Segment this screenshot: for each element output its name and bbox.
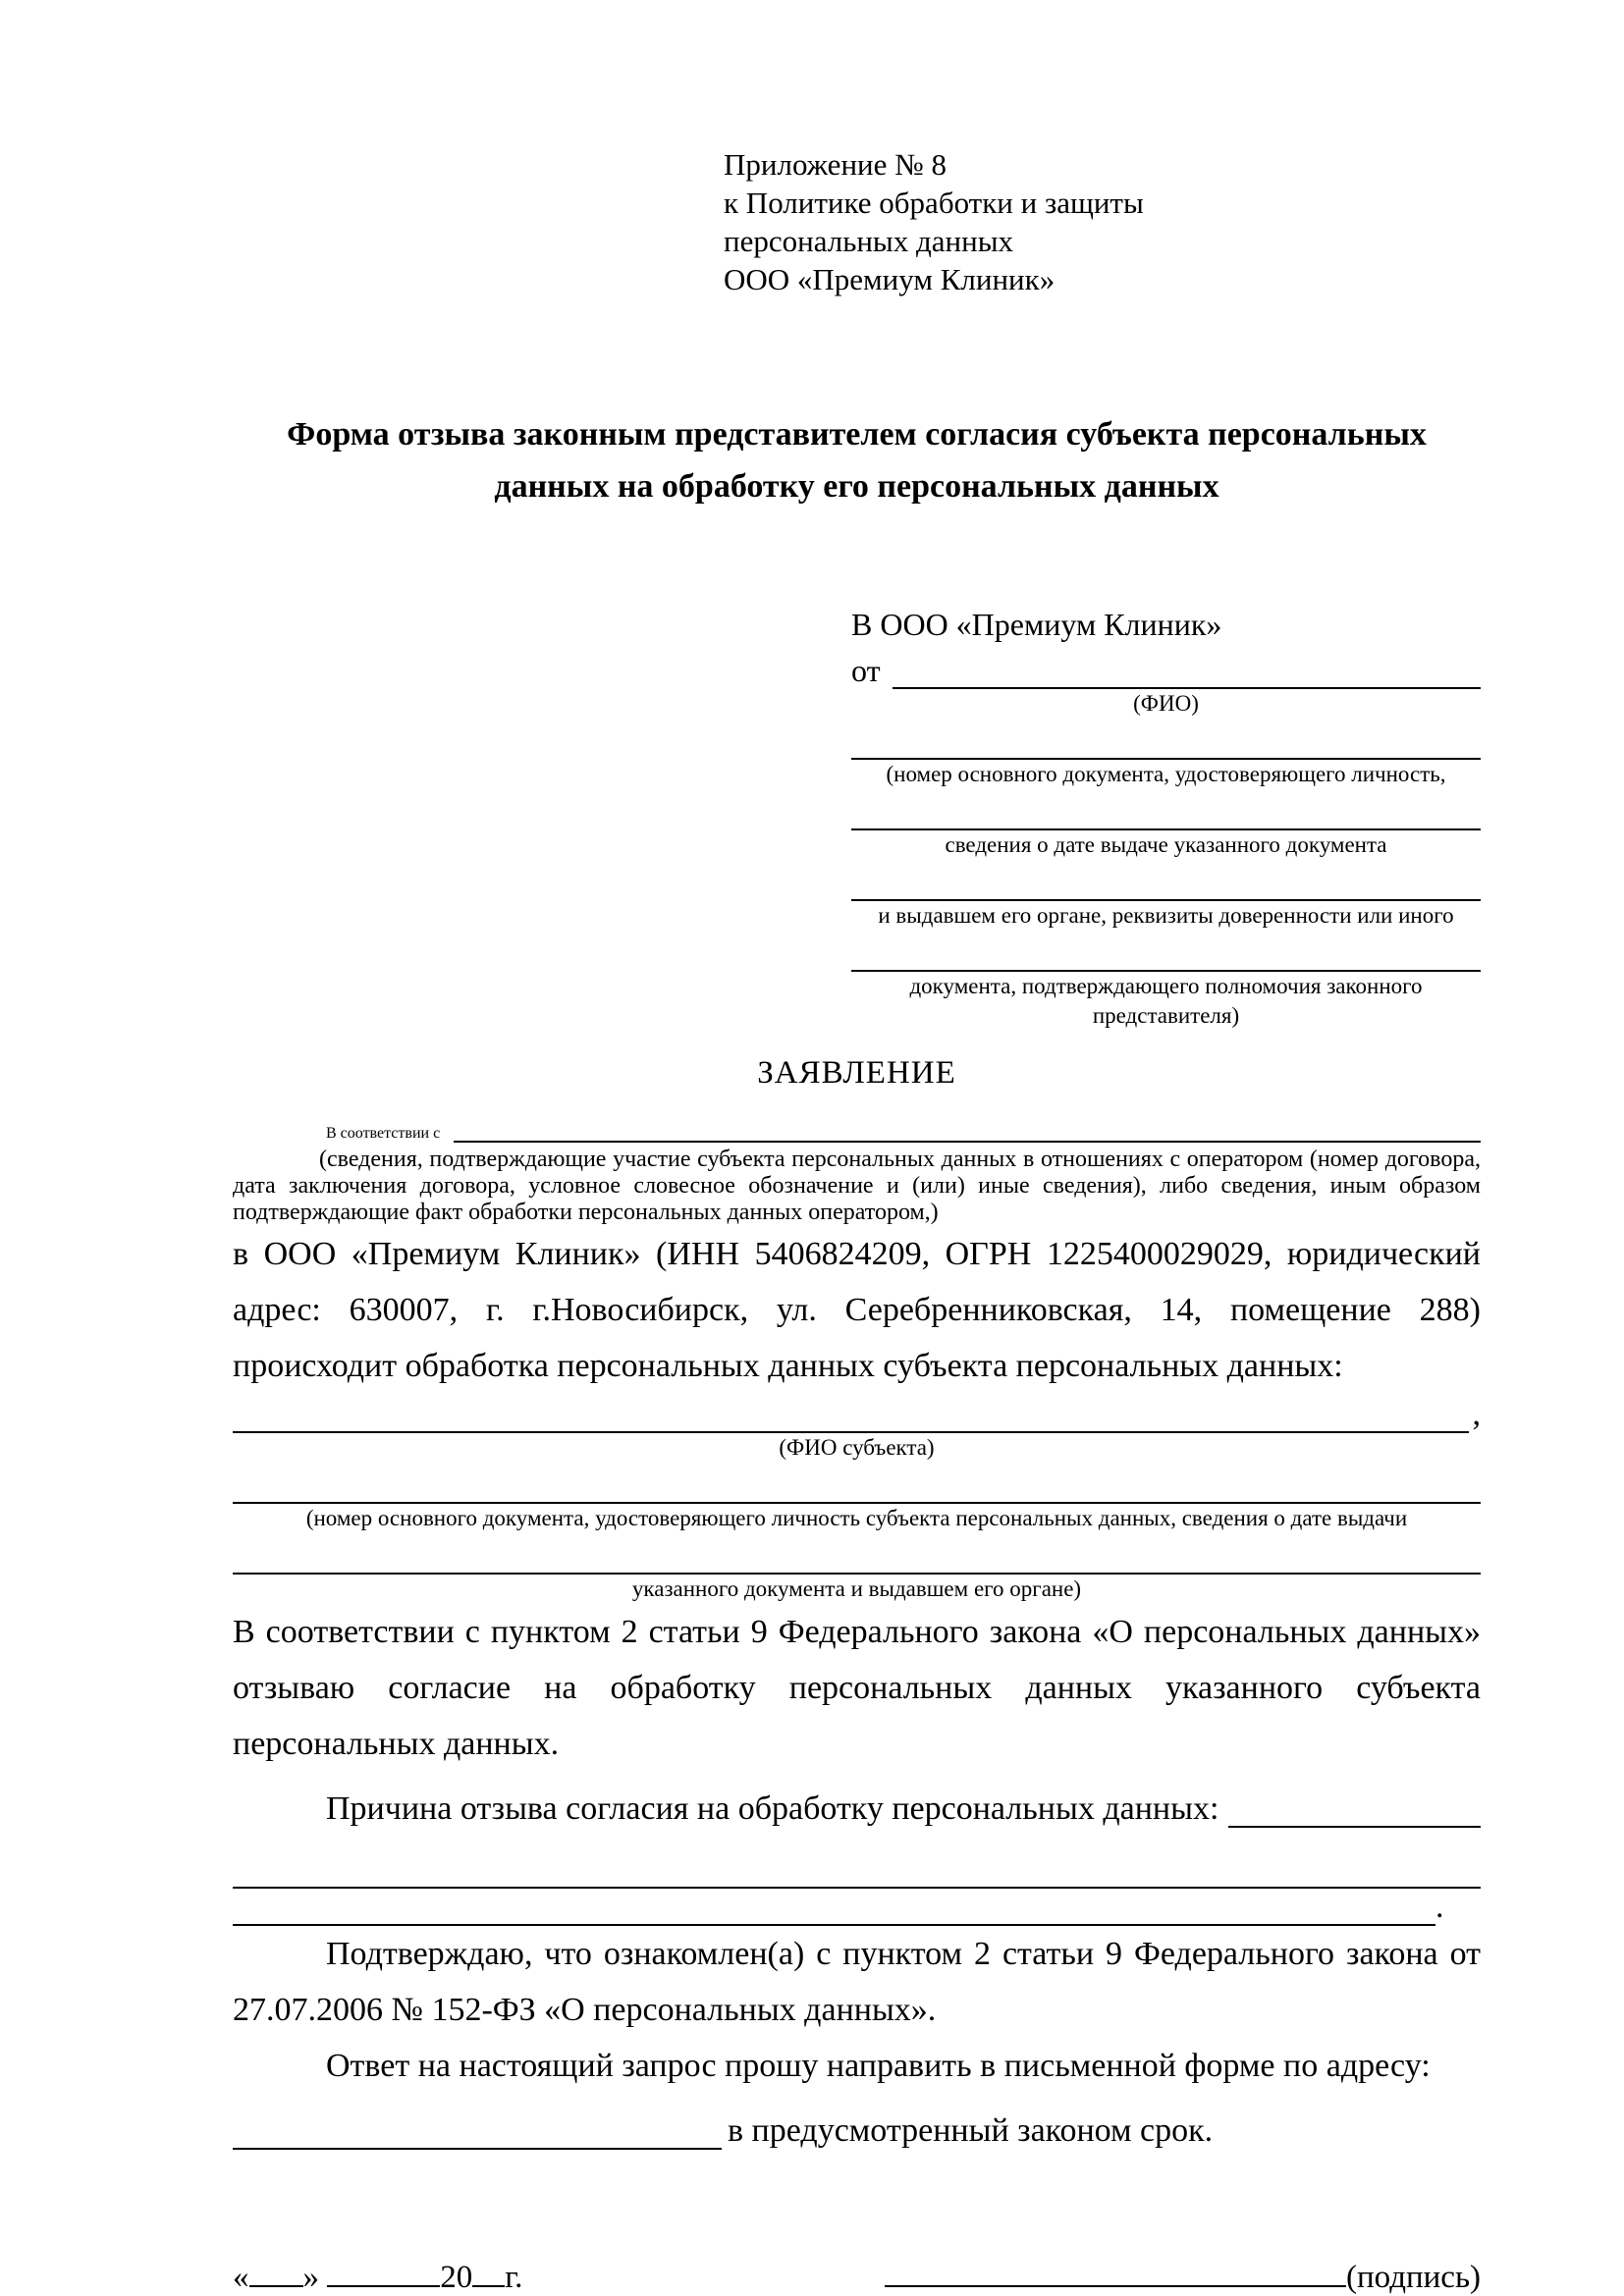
subject-document-caption: (номер основного документа, удостоверяющего личность субъекта персональных данных, сведения о дате выдачи (305, 1506, 1408, 1530)
reason-blank-line-3 (233, 1891, 1435, 1926)
document-number-caption: (номер основного документа, удостоверяющего личность, (886, 762, 1446, 786)
appendix-company: ООО «Премиум Клиник» (724, 262, 1056, 296)
date-year-suffix: г. (505, 2260, 523, 2295)
addressee-block (851, 603, 1481, 1031)
statement-heading: ЗАЯВЛЕНИЕ (757, 1055, 956, 1091)
subject-fio-caption: (ФИО субъекта) (779, 1435, 935, 1460)
reply-request-tail: в предусмотренный законом срок. (728, 2112, 1214, 2149)
issue-date-blank-line (851, 789, 1481, 830)
fio-caption: (ФИО) (1133, 691, 1199, 716)
reason-label: Причина отзыва согласия на обработку персональных данных: (326, 1790, 1219, 1827)
reason-row (233, 1772, 1481, 1828)
signature-caption: (подпись) (1346, 2260, 1481, 2295)
issuing-authority-blank-line (851, 860, 1481, 901)
subject-fio-suffix: , (1472, 1396, 1481, 1432)
signature-footer (233, 2256, 1481, 2296)
appendix-policy-line: к Политике обработки и защиты (724, 186, 1144, 220)
reason-blank-line (1228, 1792, 1481, 1828)
subject-fio-row (233, 1394, 1481, 1433)
authority-document-caption: документа, подтверждающего полномочия законного представителя) (909, 974, 1423, 1028)
date-year-prefix: 20 (440, 2260, 473, 2295)
issue-date-caption: сведения о дате выдаче указанного документа (945, 832, 1387, 857)
date-day-blank (249, 2256, 303, 2287)
document-title: Форма отзыва законным представителем согласия субъекта персональных данных на обработку его персональных данных (287, 416, 1427, 505)
subject-fio-blank-line (233, 1398, 1469, 1433)
addressee-from-label: от (851, 653, 881, 688)
date-month-blank (327, 2256, 440, 2287)
confirmation-paragraph: Подтверждаю, что ознакомлен(а) с пунктом 2 статьи 9 Федерального закона от 27.07.2006 № 152-ФЗ «О персональных данных». (233, 1936, 1481, 2028)
subject-authority-blank-line (233, 1533, 1481, 1575)
reason-blank-line-2 (233, 1849, 1481, 1889)
subject-authority-caption: указанного документа и выдавшем его органе) (631, 1576, 1082, 1601)
issuing-authority-caption: и выдавшем его органе, реквизиты доверенности или иного (878, 903, 1454, 928)
addressee-from-row (851, 646, 1481, 689)
date-open-quote: « (233, 2260, 249, 2295)
addressee-to: В ООО «Премиум Клиник» (851, 607, 1222, 642)
appendix-number: Приложение № 8 (724, 147, 947, 182)
intro-blank-line (454, 1107, 1481, 1143)
intro-row (233, 1097, 1481, 1143)
reply-address-row (233, 2094, 1481, 2150)
appendix-header (724, 145, 1481, 298)
date-year-blank (472, 2256, 505, 2287)
intro-note: (сведения, подтверждающие участие субъекта персональных данных в отношениях с оператором (номер договора, дата заключения договора, условное словесное обозначение и (или) иные сведения), либо сведения, иным образом подтверждающие факт обработки персональных данных оператором,) (233, 1147, 1481, 1225)
authority-document-blank-line (851, 931, 1481, 972)
document-number-blank-line (851, 719, 1481, 760)
signature-blank-line (885, 2256, 1346, 2287)
appendix-policy-line2: персональных данных (724, 224, 1014, 258)
date-line (233, 2256, 522, 2296)
withdrawal-paragraph: В соответствии с пунктом 2 статьи 9 Федерального закона «О персональных данных» отзываю согласие на обработку персональных данных указанного субъекта персональных данных. (233, 1614, 1481, 1762)
reply-request-paragraph: Ответ на настоящий запрос прошу направить в письменной форме по адресу: (326, 2048, 1431, 2084)
signature-line (885, 2256, 1481, 2296)
reason-line-suffix: . (1435, 1889, 1444, 1925)
intro-label: В соответствии с (326, 1125, 441, 1142)
date-close-quote: » (302, 2260, 319, 2295)
subject-document-blank-line (233, 1463, 1481, 1504)
operator-paragraph: в ООО «Премиум Клиник» (ИНН 5406824209, ОГРН 1225400029029, юридический адрес: 630007, г. г.Новосибирск, ул. Серебренниковская, 14, помещение 288) происходит обработка персональных данных субъекта персональных данных: (233, 1236, 1481, 1384)
reason-blank-line-3-row (233, 1889, 1481, 1926)
reply-address-blank-line (233, 2109, 722, 2150)
fio-blank-line (893, 654, 1481, 689)
